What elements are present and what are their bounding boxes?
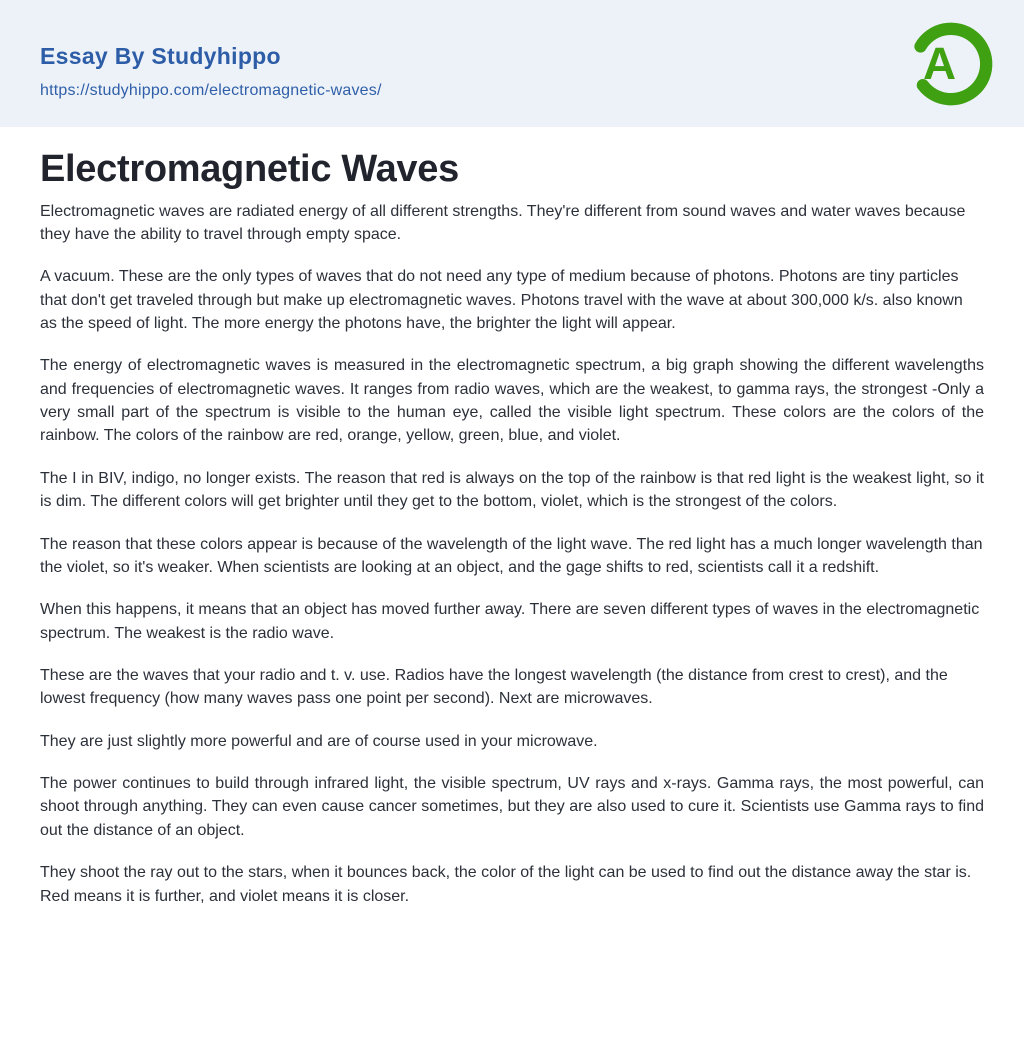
article-paragraph-6: When this happens, it means that an object has moved further away. There are seven different types of waves in the electromagnetic spectrum. The weakest is the radio wave. bbox=[40, 601, 980, 642]
page-title: Electromagnetic Waves bbox=[40, 148, 459, 190]
article-paragraph-5: The reason that these colors appear is because of the wavelength of the light wave. The red light has a much longer wavelength than the violet, so it's weaker. When scientists are looking at an object, and the gage shifts to red, scientists call it a redshift. bbox=[40, 535, 983, 576]
article-paragraph-3: The energy of electromagnetic waves is measured in the electromagnetic spectrum, a big graph showing the different wavelengths and frequencies of electromagnetic waves. It ranges from radio waves, which are the weakest, to gamma rays, the strongest -Only a very small part of the spectrum is visible to the human eye, called the visible light spectrum. These colors are the colors of the rainbow. The colors of the rainbow are red, orange, yellow, green, blue, and violet. bbox=[40, 357, 984, 445]
header bbox=[0, 0, 1024, 127]
article bbox=[0, 127, 1024, 908]
article-paragraph-9: The power continues to build through infrared light, the visible spectrum, UV rays and x-rays. Gamma rays, the most powerful, can shoot through anything. They can even cause cancer sometimes, but they are also used to cure it. Scientists use Gamma rays to find out the distance of an object. bbox=[40, 775, 984, 839]
header-text bbox=[40, 28, 382, 100]
article-paragraph-8: They are just slightly more powerful and are of course used in your microwave. bbox=[40, 732, 598, 750]
source-url-link[interactable]: https://studyhippo.com/electromagnetic-waves/ bbox=[40, 81, 382, 99]
article-paragraph-7: These are the waves that your radio and t. v. use. Radios have the longest wavelength (the distance from crest to crest), and the lowest frequency (how many waves pass one point per second). Next are microwaves. bbox=[40, 666, 948, 708]
byline: Essay By Studyhippo bbox=[40, 42, 281, 69]
article-paragraph-2: A vacuum. These are the only types of waves that do not need any type of medium because of photons. Photons are tiny particles that don't get traveled through but make up electromagnetic waves. Photons travel with the wave at about 300,000 k/s. also known as the speed of light. The more energy the photons have, the brighter the light will appear. bbox=[40, 268, 963, 333]
studyhippo-logo bbox=[907, 20, 995, 108]
article-paragraph-4: The I in BIV, indigo, no longer exists. The reason that red is always on the top of the rainbow is that red light is the weakest light, so it is dim. The different colors will get brighter until they get to the bottom, violet, which is the strongest of the colors. bbox=[40, 469, 984, 511]
article-paragraph-10: They shoot the ray out to the stars, when it bounces back, the color of the light can be used to find out the distance away the star is. Red means it is further, and violet means it is closer. bbox=[40, 864, 972, 905]
article-paragraph-1: Electromagnetic waves are radiated energy of all different strengths. They're different from sound waves and water waves because they have the ability to travel through empty space. bbox=[40, 202, 966, 243]
logo-letter: A bbox=[923, 37, 957, 89]
